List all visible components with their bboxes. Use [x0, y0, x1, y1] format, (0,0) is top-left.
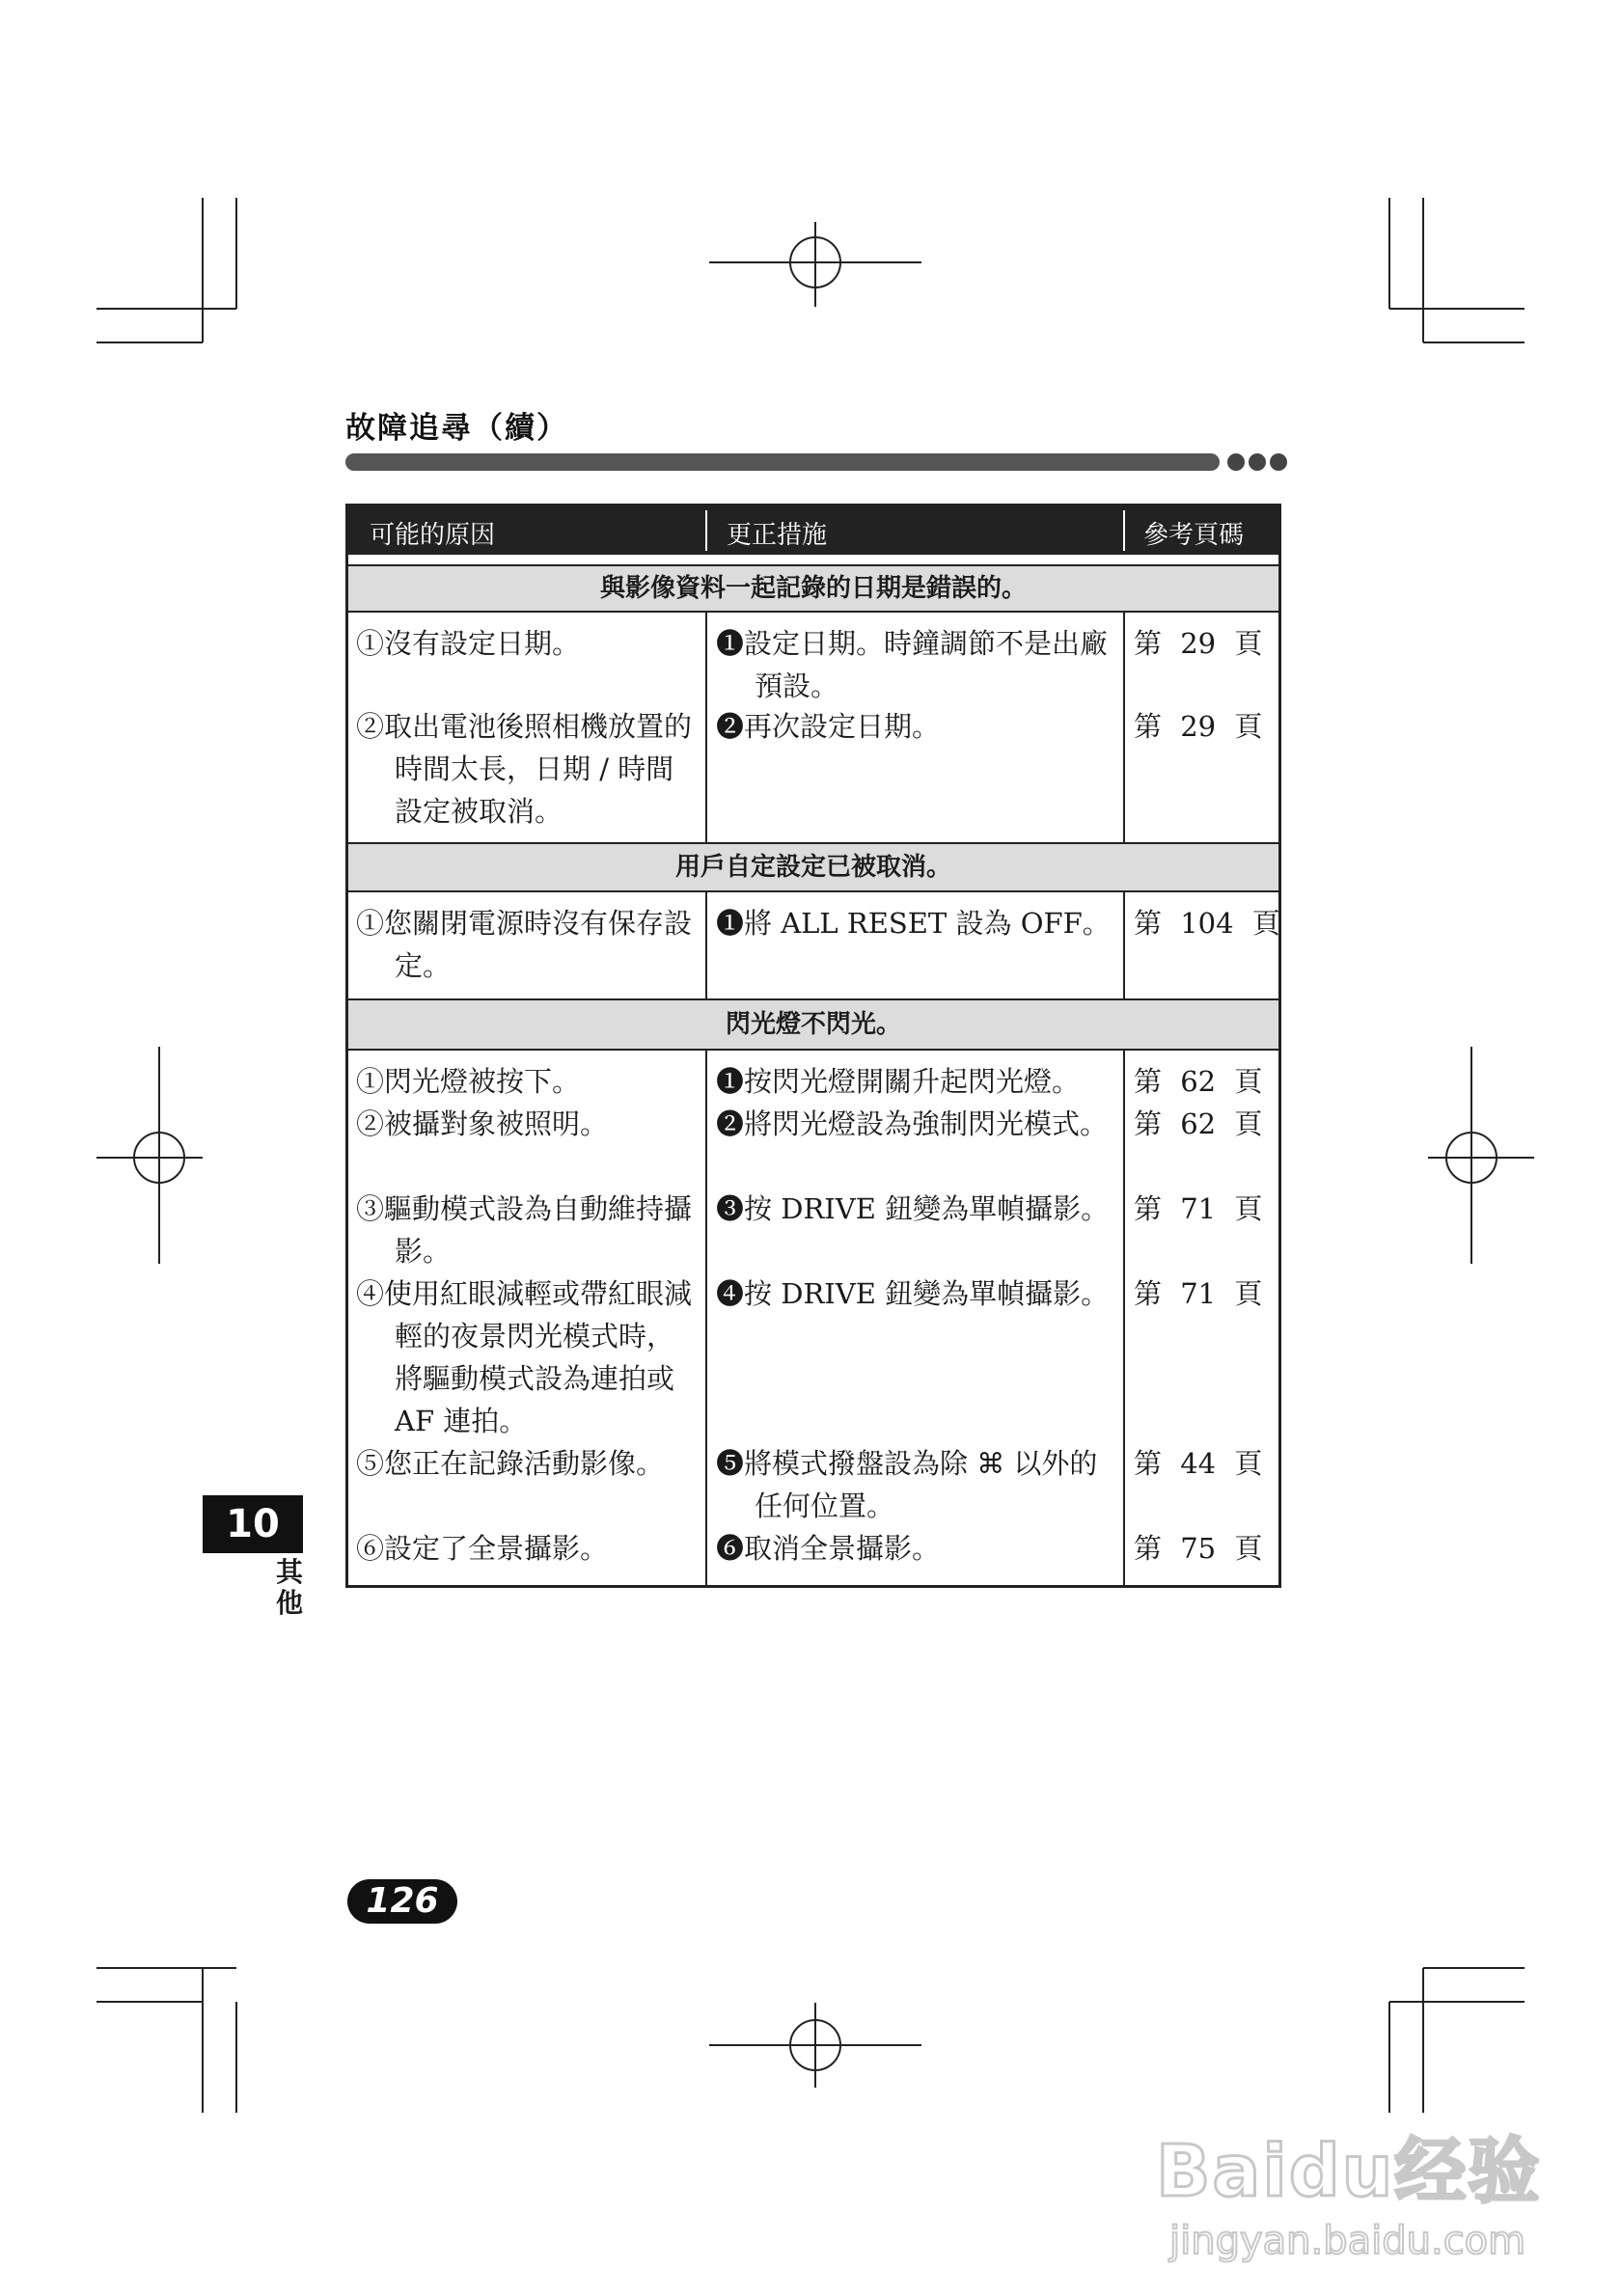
ref-cell: 第 29 頁: [1134, 710, 1263, 743]
column-divider: [705, 611, 707, 865]
group-heading: 閃光燈不閃光。: [348, 998, 1278, 1051]
cause-cell: ②取出電池後照相機放置的時間太長，日期 / 時間設定被取消。: [356, 710, 693, 828]
fix-cell: ❷將閃光燈設為強制閃光模式。: [716, 1107, 1109, 1140]
title-underline-bar: [345, 453, 1220, 471]
fix-cell: ❷再次設定日期。: [716, 710, 941, 743]
table-header: [348, 506, 1278, 555]
watermark-url: jingyan.baidu.com: [1169, 2219, 1526, 2263]
ref-cell: 第 104 頁: [1134, 907, 1280, 940]
fix-cell: ❻取消全景攝影。: [716, 1532, 941, 1565]
header-ref: 參考頁碼: [1143, 521, 1245, 550]
cause-cell: ②被攝對象被照明。: [356, 1107, 609, 1140]
cause-cell: ①您關閉電源時沒有保存設定。: [356, 907, 693, 982]
ref-cell: 第 62 頁: [1134, 1107, 1263, 1140]
group-heading: 與影像資料一起記錄的日期是錯誤的。: [348, 564, 1278, 613]
column-divider: [705, 1049, 707, 1585]
title-dot: [1270, 453, 1287, 471]
fix-cell: ❸按 DRIVE 鈕變為單幀攝影。: [716, 1192, 1110, 1225]
title-dot: [1249, 453, 1266, 471]
ref-cell: 第 75 頁: [1134, 1532, 1263, 1565]
fix-cell: ❺將模式撥盤設為除 ⌘ 以外的任何位置。: [716, 1447, 1098, 1522]
cause-cell: ④使用紅眼減輕或帶紅眼減輕的夜景閃光模式時，將驅動模式設為連拍或 AF 連拍。: [356, 1277, 693, 1437]
cause-cell: ①沒有設定日期。: [356, 627, 581, 660]
ref-cell: 第 71 頁: [1134, 1277, 1263, 1310]
section-title: 故障追尋（續）: [345, 411, 568, 446]
header-divider: [1123, 510, 1125, 551]
cause-cell: ⑤您正在記錄活動影像。: [356, 1447, 665, 1480]
cause-cell: ⑥設定了全景攝影。: [356, 1532, 609, 1565]
title-dot: [1227, 453, 1245, 471]
group-heading: 用戶自定設定已被取消。: [348, 842, 1278, 892]
page-number: 126: [347, 1879, 457, 1924]
ref-cell: 第 71 頁: [1134, 1192, 1263, 1225]
header-fix: 更正措施: [727, 521, 828, 550]
header-divider: [705, 510, 707, 551]
cause-cell: ③驅動模式設為自動維持攝影。: [356, 1192, 693, 1268]
chapter-number-tab: 10: [203, 1495, 303, 1553]
fix-cell: ❶按閃光燈開關升起閃光燈。: [716, 1065, 1081, 1098]
column-divider: [1123, 611, 1125, 865]
fix-cell: ❹按 DRIVE 鈕變為單幀攝影。: [716, 1277, 1110, 1310]
ref-cell: 第 44 頁: [1134, 1447, 1263, 1480]
ref-cell: 第 29 頁: [1134, 627, 1263, 660]
chapter-label: 其他: [275, 1556, 303, 1619]
column-divider: [1123, 1049, 1125, 1585]
ref-cell: 第 62 頁: [1134, 1065, 1263, 1098]
watermark-logo: Baidu经验: [1156, 2130, 1542, 2213]
cause-cell: ①閃光燈被按下。: [356, 1065, 581, 1098]
fix-cell: ❶將 ALL RESET 設為 OFF。: [716, 907, 1111, 940]
troubleshooting-table: [345, 504, 1281, 1588]
header-cause: 可能的原因: [370, 521, 496, 550]
fix-cell: ❶設定日期。時鐘調節不是出廠預設。: [716, 627, 1109, 702]
